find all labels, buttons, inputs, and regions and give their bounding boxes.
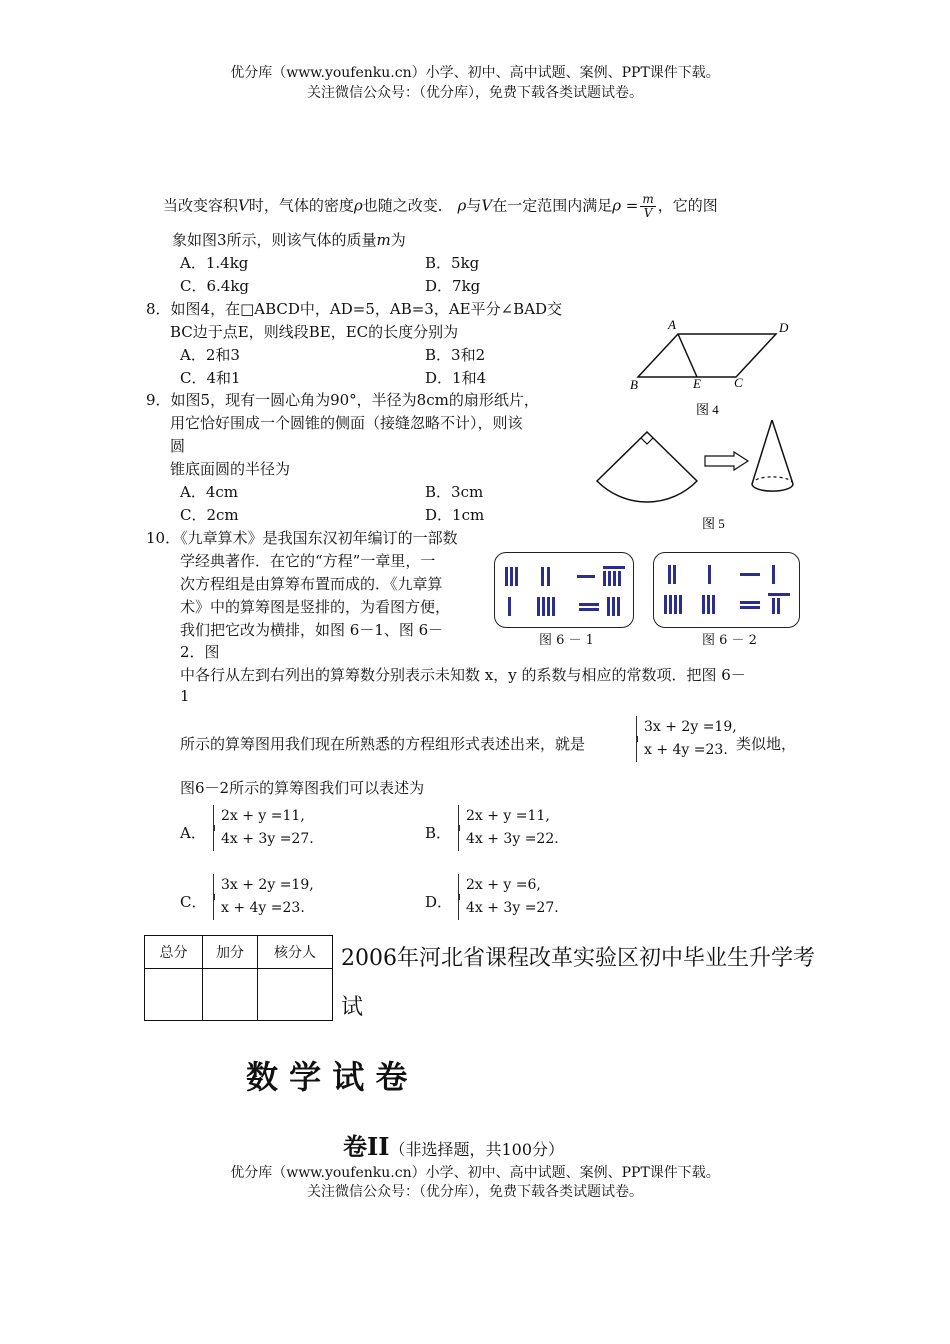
q9-option-c: C．2cm [180, 506, 239, 524]
score-table [144, 935, 333, 1021]
score-header-checker: 核分人 [258, 936, 333, 969]
header-line-1: 优分库（www.youfenku.cn）小学、初中、高中试题、案例、PPT课件下载。 [230, 65, 720, 81]
q10-line-2: 学经典著作．在它的“方程”一章里，一 [180, 552, 436, 570]
q10-line-5: 我们把它改为横排，如图 6－1、图 6－ [180, 621, 444, 639]
figure-6-2-caption: 图 6 － 2 [702, 633, 757, 648]
q7-option-d: D．7kg [425, 277, 481, 295]
rod-group-2-b [668, 565, 676, 584]
q10-line-4: 术》中的算筹图是竖排的，为看图方便， [180, 598, 451, 616]
q10-option-a-system: 2x + y =11, 4x + 3y =27. [213, 805, 314, 851]
segment-ae [678, 334, 697, 377]
q9-line-4: 锥底面圆的半径为 [170, 460, 291, 478]
q7-option-b: B．5kg [425, 254, 480, 272]
cone-left-edge [752, 420, 772, 484]
cone-right-edge [772, 420, 793, 484]
q10-option-d-label: D． [425, 893, 453, 911]
figure-5-sector-cone [592, 420, 807, 535]
arrow-icon [705, 452, 748, 470]
q10-line-7: 中各行从左到右列出的算筹数分别表示未知数 x，y 的系数与相应的常数项．把图 6－ [180, 666, 746, 684]
q9-line-2: 用它恰好围成一个圆锥的侧面（接缝忽略不计），则该 [170, 414, 523, 432]
q9-option-d: D．1cm [425, 506, 485, 524]
figure-6-1-caption: 图 6 － 1 [539, 633, 594, 648]
q10-option-d-system: 2x + y =6, 4x + 3y =27. [458, 874, 559, 920]
figure-6-1-box [494, 552, 634, 628]
figure-6-2-box [653, 552, 800, 628]
q9-option-a: A．4cm [180, 483, 239, 501]
rod-group-1 [508, 597, 511, 616]
cone-base-back [752, 477, 793, 484]
rod-group-4-b [664, 595, 682, 614]
q8-option-d: D．1和4 [425, 369, 487, 387]
q10-line-6: 2．图 [180, 643, 220, 661]
exam-subject: 数 学 试 卷 [246, 1058, 408, 1096]
rod-group-3-b [702, 595, 715, 614]
q10-option-b-label: B． [425, 824, 452, 842]
q8-line-1: 8．如图4，在□ABCD中，AD=5，AB=3，AE平分∠BAD交 [146, 300, 563, 318]
density-fraction: $\frac{m}{V}$ [642, 192, 654, 220]
q10-option-c-system: 3x + 2y =19, x + 4y =23. [213, 874, 314, 920]
q7-line-1: 当改变容积V时，气体的密度ρ也随之改变． ρ与V在一定范围内满足ρ = $\frac{m}{V}$ ，它的图 [163, 192, 718, 220]
q10-line-3: 次方程组是由算筹布置而成的．《九章算 [180, 575, 443, 593]
score-cell-bonus[interactable] [203, 969, 258, 1021]
q10-line-9b: 类似地， [736, 735, 797, 753]
q10-line-1: 10．《九章算术》是我国东汉初年编订的一部数 [146, 529, 458, 547]
label-d: D [779, 320, 789, 335]
figure-6-2-rods [654, 553, 799, 627]
rod-group-2 [541, 567, 550, 586]
figure-4-parallelogram [620, 314, 800, 418]
q9-option-b: B．3cm [425, 483, 484, 501]
q10-option-c-label: C． [180, 893, 207, 911]
score-cell-total[interactable] [145, 969, 203, 1021]
label-b: B [630, 377, 638, 392]
q10-option-b-system: 2x + y =11, 4x + 3y =22. [458, 805, 559, 851]
figure-6-1-rods [495, 553, 633, 627]
q10-line-10: 图6－2所示的算筹图我们可以表述为 [180, 779, 425, 797]
rod-group-11-b [740, 565, 775, 584]
q10-line-9a: 所示的算筹图用我们现在所熟悉的方程组形式表述出来，就是 [180, 735, 586, 753]
label-a: A [668, 317, 676, 332]
q8-option-b: B．3和2 [425, 346, 486, 364]
footer-line-2: 关注微信公众号：（优分库），免费下载各类试题试卷。 [307, 1184, 643, 1200]
figure-5-caption: 图 5 [702, 516, 725, 531]
sector-shape [597, 432, 697, 502]
label-c: C [734, 375, 743, 390]
q9-line-3: 圆 [170, 437, 186, 455]
q7-option-a: A．1.4kg [180, 254, 249, 272]
q10-line-8: 1 [180, 687, 190, 705]
exam-volume: 卷II（非选择题，共100分） [343, 1132, 564, 1161]
q9-line-1: 9．如图5，现有一圆心角为90°，半径为8cm的扇形纸片， [146, 391, 539, 409]
rod-group-4 [537, 597, 555, 616]
figure-4-caption: 图 4 [696, 402, 719, 417]
score-header-total: 总分 [145, 936, 203, 969]
cone-base-front [752, 484, 793, 491]
q8-option-c: C．4和1 [180, 369, 241, 387]
header-line-2: 关注微信公众号：（优分库），免费下载各类试题试卷。 [307, 85, 643, 101]
score-cell-checker[interactable] [258, 969, 333, 1021]
score-header-bonus: 加分 [203, 936, 258, 969]
rod-group-1-b [708, 565, 711, 584]
label-e: E [693, 376, 701, 391]
given-equation-system: 3x + 2y =19, x + 4y =23. [636, 716, 737, 762]
right-angle-mark [641, 438, 653, 444]
parallelogram-abcd [638, 334, 776, 377]
exam-title-line-2: 试 [341, 995, 364, 1020]
exam-title-line-1: 2006年河北省课程改革实验区初中毕业生升学考 [341, 946, 815, 971]
rod-group-27-b [740, 593, 790, 614]
q7-line-2: 象如图3所示，则该气体的质量m为 [172, 231, 406, 249]
footer-line-1: 优分库（www.youfenku.cn）小学、初中、高中试题、案例、PPT课件下载。 [230, 1165, 720, 1181]
rod-group-19 [577, 566, 625, 586]
q10-option-a-label: A． [180, 824, 206, 842]
rod-group-23 [579, 597, 620, 616]
q8-line-2: BC边于点E，则线段BE，EC的长度分别为 [170, 323, 459, 341]
q7-option-c: C．6.4kg [180, 277, 250, 295]
q8-option-a: A．2和3 [180, 346, 240, 364]
rod-group-3 [505, 567, 518, 586]
